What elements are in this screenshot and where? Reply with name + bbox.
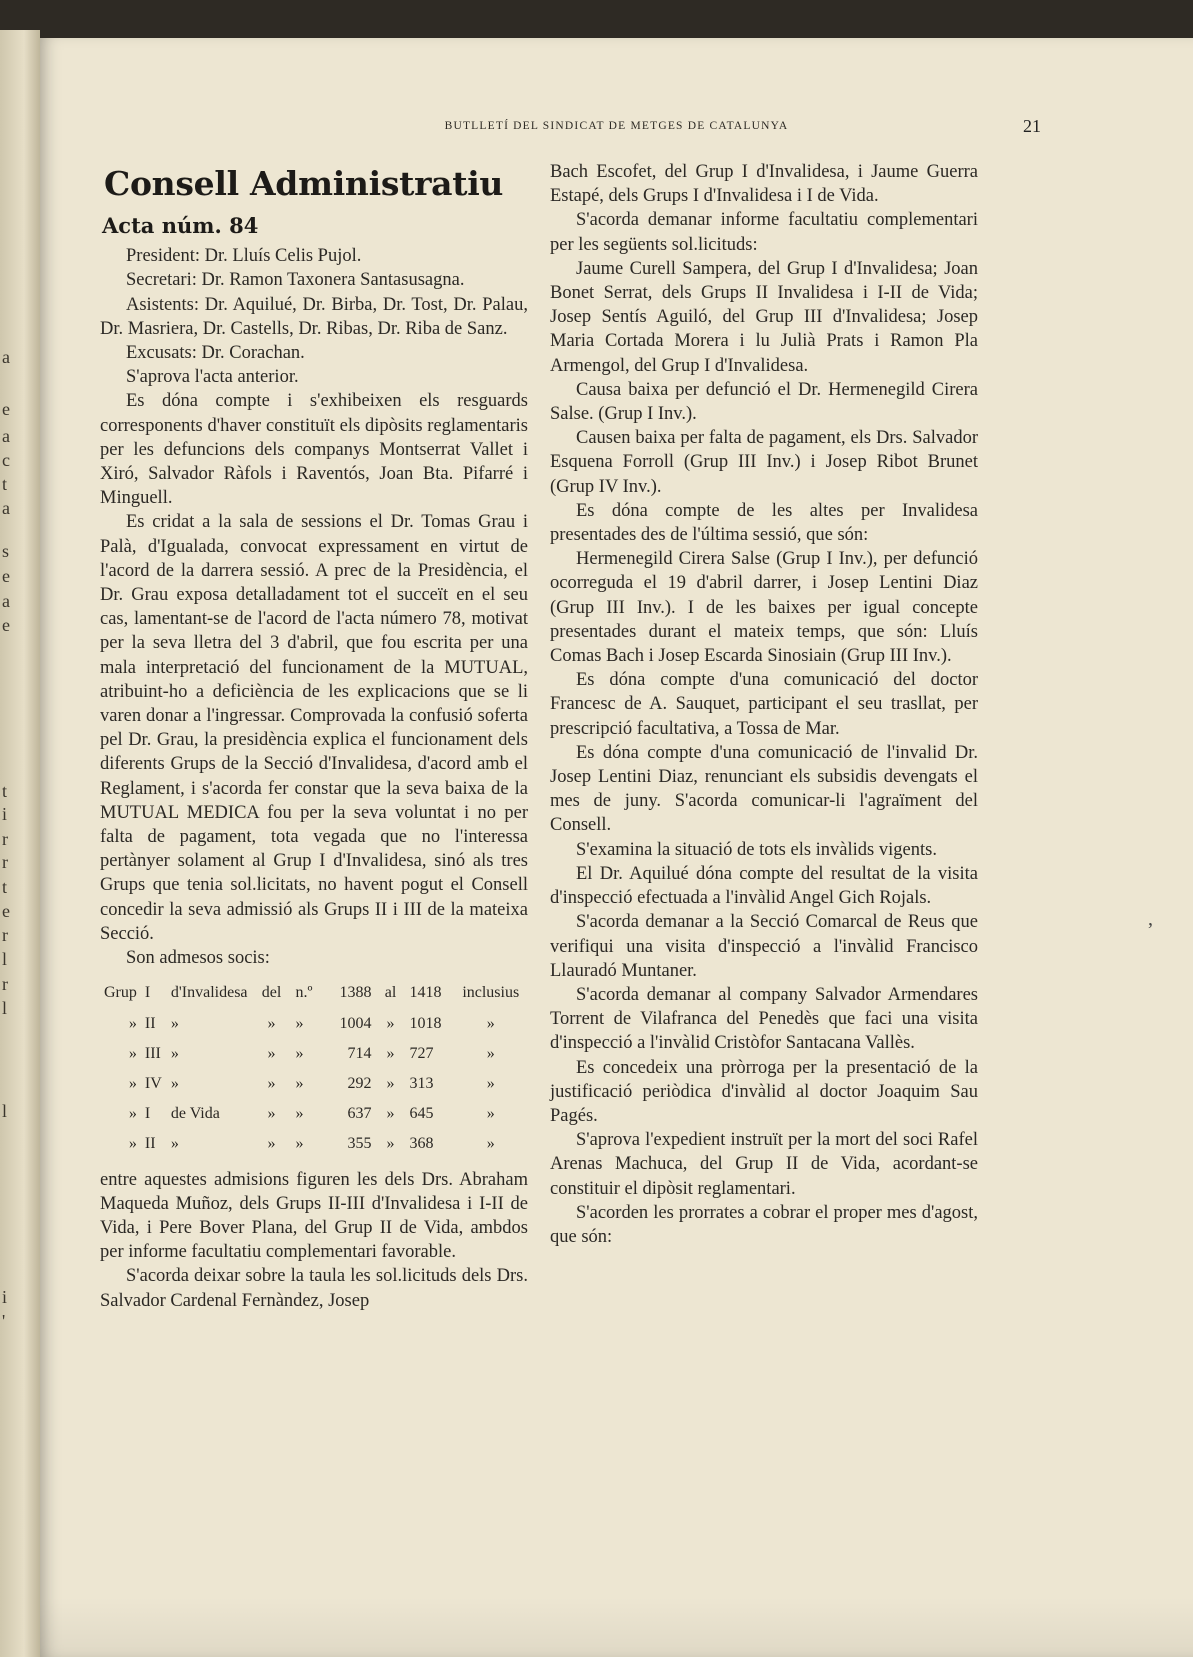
table-row [100,1099,528,1129]
table-cell: 368 [409,1135,434,1153]
paragraph: entre aquestes admisions figuren les dels Drs. Abraham Maqueda Muñoz, dels Grups II-III d'Invalidesa i I-II de Vida, i Pere Bover Plana, del Grup II de Vida, ambdos per informe facultatiu complementari favorable. [100,1169,528,1263]
prev-page-fragment: a [2,347,10,367]
table-cell: 1418 [409,984,442,1002]
prev-page-fragment: c [2,450,10,470]
prev-page-fragment: i [2,1287,8,1307]
previous-page-edge [0,30,40,1657]
table-cell: al [384,984,397,1002]
prev-page-fragment: e [2,901,10,921]
table-cell: » [486,1105,495,1123]
table-cell: n.º [295,984,313,1002]
table-cell: » [386,1044,395,1062]
paragraph: Son admesos socis: [126,948,270,969]
table-cell: » [128,1044,137,1062]
admissions-table [100,978,528,1159]
table-cell: 645 [409,1105,434,1123]
table-cell: » [128,1014,137,1032]
left-column [100,160,528,1313]
paragraph: Es dóna compte de les altes per Invalidesa presentades des de l'última sessió, que són: [550,500,978,546]
prev-page-fragment: t [2,781,8,801]
prev-page-fragment: e [2,615,10,635]
prev-page-fragment: r [2,829,8,849]
paragraph: Hermenegild Cirera Salse (Grup I Inv.), per defunció ocorreguda el 19 d'abril darrer, i Josep Lentini Diaz (Grup III Inv.). I de les baixes per igual concepte presentades durant el mateix temps, que són: Lluís Comas Bach i Josep Escarda Sinosiain (Grup III Inv.). [550,549,978,667]
paragraph: S'acorda demanar informe facultatiu complementari per les següents sol.licituds: [550,210,978,255]
table-cell: 1004 [339,1014,372,1032]
table-cell: II [144,1135,156,1153]
table-cell: » [267,1105,276,1123]
paragraph: Es dóna compte d'una comunicació de l'invalid Dr. Josep Lentini Diaz, renunciant els subsidis devengats el mes de juny. S'acorda comunicar-li l'agraïment del Consell. [550,742,978,836]
prev-page-fragment: r [2,974,8,994]
table-cell: I [144,1105,151,1123]
margin-mark: , [1148,908,1153,930]
table-cell: 1388 [339,984,372,1002]
table-cell: 714 [347,1044,372,1062]
table-cell: 313 [409,1074,434,1092]
paragraph: Causen baixa per falta de pagament, els Drs. Salvador Esquena Forroll (Grup III Inv.) i Josep Ribot Brunet (Grup IV Inv.). [550,428,978,497]
table-row [100,1039,528,1069]
table-cell: » [170,1044,179,1062]
paragraph: S'acorda deixar sobre la taula les sol.licituds dels Drs. Salvador Cardenal Fernàndez, Josep [100,1266,528,1311]
table-cell: de Vida [170,1105,220,1123]
page [40,38,1193,1657]
paragraph: Es concedeix una pròrroga per la presentació de la justificació periòdica d'invàlid al doctor Joaquim Sau Pagés. [550,1057,978,1126]
table-row [100,978,528,1008]
running-header [40,116,1193,138]
section-title: Consell Administratiu [104,164,504,203]
paragraph: Es cridat a la sala de sessions el Dr. Tomas Grau i Palà, d'Igualada, convocat expressament en virtut de l'acord de la darrera sessió. A prec de la Presidència, el Dr. Grau exposa detalladament tot el succeït en el seu cas, lamentant-se de l'acord de l'acta número 78, motivat per la seva lletra del 3 d'abril, que fou escrita per una mala interpretació del funcionament de la MUTUAL, atribuint-ho a deficiència de les explicacions que se li varen donar a l'ingressar. Comprovada la confusió soferta pel Dr. Grau, la presidència explica el funcionament dels diferents Grups de la Secció d'Invalidesa, d'acord amb el Reglament, i s'acorda fer constar que la seva baixa de la MUTUAL MEDICA fou per la seva voluntat i no per falta de pagament, tota vegada que no l'interessa pertànyer solament al Grup I d'Invalidesa, sinó als tres Grups que tenia sol.licitats, no havent pogut el Consell concedir la seva admissió als Grups II i III de la mateixa Secció. [100,512,528,944]
prev-page-fragment: r [2,925,8,945]
paragraph: S'acorden les prorrates a cobrar el proper mes d'agost, que són: [550,1202,978,1247]
page-number: 21 [1023,116,1041,136]
paragraph: Causa baixa per defunció el Dr. Hermenegild Cirera Salse. (Grup I Inv.). [550,379,978,425]
paragraph: S'aprova l'acta anterior. [126,367,299,388]
right-column [550,160,978,1249]
page-bottom-shade [40,1597,1193,1657]
table-cell: » [386,1105,395,1123]
table-cell: » [386,1074,395,1092]
table-cell: III [144,1044,161,1062]
paragraph: Excusats: Dr. Corachan. [126,343,305,364]
table-cell: Grup [104,984,137,1002]
paragraph: Secretari: Dr. Ramon Taxonera Santasusagna. [126,270,465,291]
table-cell: 727 [409,1044,434,1062]
table-cell: » [486,1074,495,1092]
table-cell: » [295,1074,304,1092]
paragraph: President: Dr. Lluís Celis Pujol. [126,246,362,267]
prev-page-fragment: e [2,566,10,586]
table-cell: » [386,1014,395,1032]
prev-page-fragment: l [2,1101,8,1121]
paragraph: Es dóna compte d'una comunicació del doctor Francesc de A. Sauquet, participant el seu trasllat, per prescripció facultativa, a Tossa de Mar. [550,670,978,739]
table-cell: I [144,984,151,1002]
table-cell: » [128,1074,137,1092]
paragraph: S'acorda demanar a la Secció Comarcal de Reus que verifiqui una visita d'inspecció a l'invàlid Francisco Llauradó Muntaner. [550,912,978,981]
table-cell: 292 [347,1074,372,1092]
table-cell: » [486,1044,495,1062]
table-cell: d'Invalidesa [170,984,248,1002]
prev-page-fragment: i [2,804,8,824]
prev-page-fragment: r [2,852,8,872]
table-cell: IV [144,1074,162,1092]
paragraph: S'examina la situació de tots els invàlids vigents. [576,839,937,860]
table-cell: » [295,1014,304,1032]
left-paragraphs-before [100,244,528,970]
running-title: BUTLLETÍ DEL SINDICAT DE METGES DE CATALUNYA [444,120,789,132]
table-cell: » [170,1135,179,1153]
table-cell: » [267,1074,276,1092]
table-cell: 637 [347,1105,372,1123]
prev-page-fragment: a [2,591,10,611]
table-cell: 1018 [409,1014,442,1032]
table-cell: » [170,1074,179,1092]
continued-paragraph: Bach Escofet, del Grup I d'Invalidesa, i Jaume Guerra Estapé, dels Grups I d'Invalidesa i I de Vida. [550,162,978,207]
left-paragraphs-after [100,1168,528,1313]
table-cell: » [486,1014,495,1032]
table-cell: » [267,1044,276,1062]
table-cell: » [128,1105,137,1123]
minutes-number: Acta núm. 84 [102,213,259,238]
prev-page-fragment: l [2,949,8,969]
table-cell: » [486,1135,495,1153]
paragraph: El Dr. Aquilué dóna compte del resultat de la visita d'inspecció efectuada a l'invàlid Angel Gich Rojals. [550,863,978,909]
table-cell: » [295,1105,304,1123]
paragraph: Asistents: Dr. Aquilué, Dr. Birba, Dr. Tost, Dr. Palau, Dr. Masriera, Dr. Castells, Dr. Ribas, Dr. Riba de Sanz. [100,294,528,339]
table-cell: » [386,1135,395,1153]
paragraph: S'acorda demanar al company Salvador Armendares Torrent de Vilafranca del Penedès que faci una visita d'inspecció a l'invàlid Cristòfor Santacana Vallès. [550,984,978,1054]
table-row [100,1069,528,1099]
prev-page-fragment: t [2,877,8,897]
table-cell: » [128,1135,137,1153]
table-cell: » [267,1014,276,1032]
table-cell: II [144,1014,156,1032]
prev-page-fragment: a [2,426,10,446]
table-row [100,1009,528,1039]
table-cell: » [267,1135,276,1153]
table-cell: » [295,1044,304,1062]
prev-page-fragment: a [2,498,10,518]
prev-page-fragment: ' [2,1311,6,1331]
table-cell: inclusius [462,984,520,1002]
paragraph: Es dóna compte i s'exhibeixen els resguards corresponents d'haver constituït els dipòsits reglamentaris per les defuncions dels companys Montserrat Vallet i Xiró, Salvador Ràfols i Raventós, Joan Bta. Pifarré i Minguell. [100,391,528,509]
paragraph: S'aprova l'expedient instruït per la mort del soci Rafel Arenas Machuca, del Grup II de Vida, acordant-se constituir el dipòsit reglamentari. [550,1130,978,1199]
prev-page-fragment: t [2,474,8,494]
prev-page-fragment: l [2,998,8,1018]
right-paragraphs [550,208,978,1249]
table-cell: 355 [347,1135,372,1153]
prev-page-fragment: s [2,541,10,561]
table-cell: » [295,1135,304,1153]
paragraph: Jaume Curell Sampera, del Grup I d'Invalidesa; Joan Bonet Serrat, dels Grups II Invalidesa i I-II de Vida; Josep Sentís Aguiló, del Grup III d'Invalidesa; Josep Maria Cortada Morera i lu Julià Prats i Ramon Pla Armengol, del Grup I d'Invalidesa. [550,258,978,376]
prev-page-fragment: e [2,399,10,419]
table-cell: » [170,1014,179,1032]
table-row [100,1129,528,1159]
table-cell: del [261,984,282,1002]
